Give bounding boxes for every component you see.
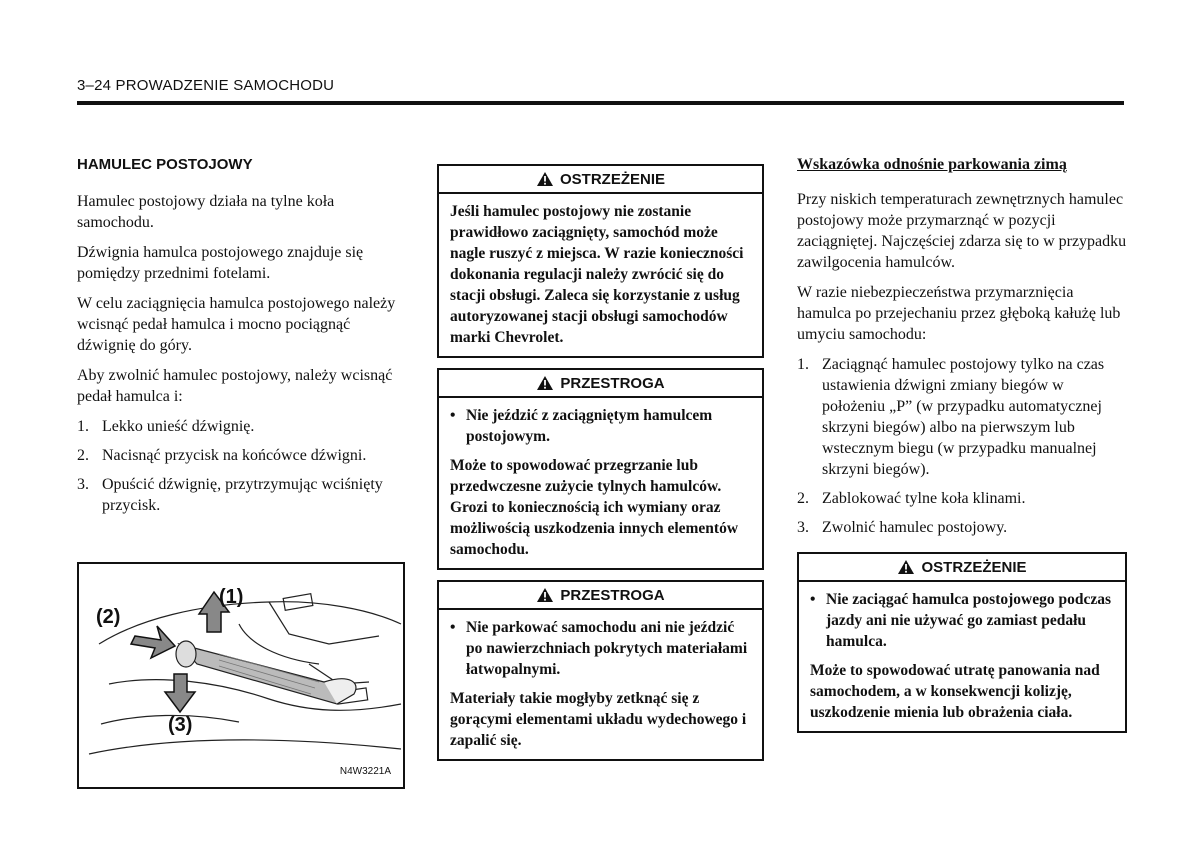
caution-heading: PRZESTROGA bbox=[439, 582, 762, 610]
caution-text: Może to spowodować przegrzanie lub przedwczesne zużycie tylnych hamulców. Grozi to koniecznością ich wymiany oraz możliwością uszkodzenia innych elementów samochodu. bbox=[450, 457, 739, 558]
warning-triangle-icon bbox=[536, 375, 554, 391]
caution-box bbox=[437, 368, 764, 570]
figure-code: N4W3221A bbox=[339, 766, 391, 777]
winter-steps bbox=[797, 354, 1127, 538]
paragraph: W razie niebezpieczeństwa przymarznięcia hamulca po przejechaniu przez głęboką kałużę lub umyciu samochodu: bbox=[797, 284, 1121, 343]
release-steps bbox=[77, 416, 402, 516]
warning-triangle-icon bbox=[536, 587, 554, 603]
paragraph: W celu zaciągnięcia hamulca postojowego należy wcisnąć pedał hamulca i mocno pociągnąć dźwignię do góry. bbox=[77, 295, 396, 354]
subsection-title: Wskazówka odnośnie parkowania zimą bbox=[797, 156, 1067, 173]
list-item: 2. Nacisnąć przycisk na końcówce dźwigni. bbox=[77, 447, 367, 464]
warning-text: Jeśli hamulec postojowy nie zostanie prawidłowo zaciągnięty, samochód może nagle ruszyć z miejsca. W razie konieczności dokonania regulacji należy zwrócić się do stacji obsługi. Zaleca się korzystanie z usług autoryzowanej stacji obsługi samochodów marki Chevrolet. bbox=[450, 203, 744, 346]
warning-bullet: • Nie zaciągać hamulca postojowego podczas jazdy ani nie używać go zamiast pedału hamulca. bbox=[810, 591, 1111, 650]
parking-brake-illustration bbox=[77, 562, 405, 789]
warning-box bbox=[437, 164, 764, 358]
warning-heading: OSTRZEŻENIE bbox=[439, 166, 762, 194]
caution-bullet: • Nie jeździć z zaciągniętym hamulcem postojowym. bbox=[450, 407, 713, 445]
list-item: 3. Zwolnić hamulec postojowy. bbox=[797, 519, 1008, 536]
figure-label-1: (1) bbox=[219, 586, 244, 608]
list-item: 1. Zaciągnąć hamulec postojowy tylko na czas ustawienia dźwigni zmiany biegów w położeniu „P” (w przypadku automatycznej skrzyni biegów) albo na pierwszym lub wstecznym biegu (w przypadku manualnej skrzyni biegów). bbox=[797, 356, 1105, 478]
list-item: 1. Lekko unieść dźwignię. bbox=[77, 418, 255, 435]
warning-triangle-icon bbox=[536, 171, 554, 187]
list-item: 3. Opuścić dźwignię, przytrzymując wciśnięty przycisk. bbox=[77, 476, 383, 514]
caution-text: Materiały takie mogłyby zetknąć się z gorącymi elementami układu wydechowego i zapalić się. bbox=[450, 690, 747, 749]
caution-heading: PRZESTROGA bbox=[439, 370, 762, 398]
paragraph: Hamulec postojowy działa na tylne koła samochodu. bbox=[77, 193, 335, 231]
caution-box bbox=[437, 580, 764, 761]
paragraph: Przy niskich temperaturach zewnętrznych hamulec postojowy może przymarznąć w pozycji zaciągniętej. Najczęściej zdarza się to w przypadku zawilgocenia hamulców. bbox=[797, 191, 1127, 271]
paragraph: Dźwignia hamulca postojowego znajduje się pomiędzy przednimi fotelami. bbox=[77, 244, 364, 282]
warning-heading: OSTRZEŻENIE bbox=[799, 554, 1125, 582]
warning-text: Może to spowodować utratę panowania nad samochodem, a w konsekwencji kolizję, uszkodzenie mienia lub obrażenia ciała. bbox=[810, 662, 1100, 721]
figure-label-3: (3) bbox=[168, 714, 193, 736]
warning-box bbox=[797, 552, 1127, 733]
column-left bbox=[77, 156, 402, 524]
section-title: HAMULEC POSTOJOWY bbox=[77, 156, 253, 173]
column-right bbox=[797, 156, 1127, 743]
header-rule bbox=[77, 101, 1124, 105]
list-item: 2. Zablokować tylne koła klinami. bbox=[797, 490, 1026, 507]
warning-triangle-icon bbox=[897, 559, 915, 575]
caution-bullet: • Nie parkować samochodu ani nie jeździć po nawierzchniach pokrytych materiałami łatwopalnymi. bbox=[450, 619, 748, 678]
figure-label-2: (2) bbox=[96, 606, 121, 628]
paragraph: Aby zwolnić hamulec postojowy, należy wcisnąć pedał hamulca i: bbox=[77, 367, 393, 405]
column-middle bbox=[437, 164, 764, 771]
page-header: 3–24 PROWADZENIE SAMOCHODU bbox=[77, 77, 335, 94]
